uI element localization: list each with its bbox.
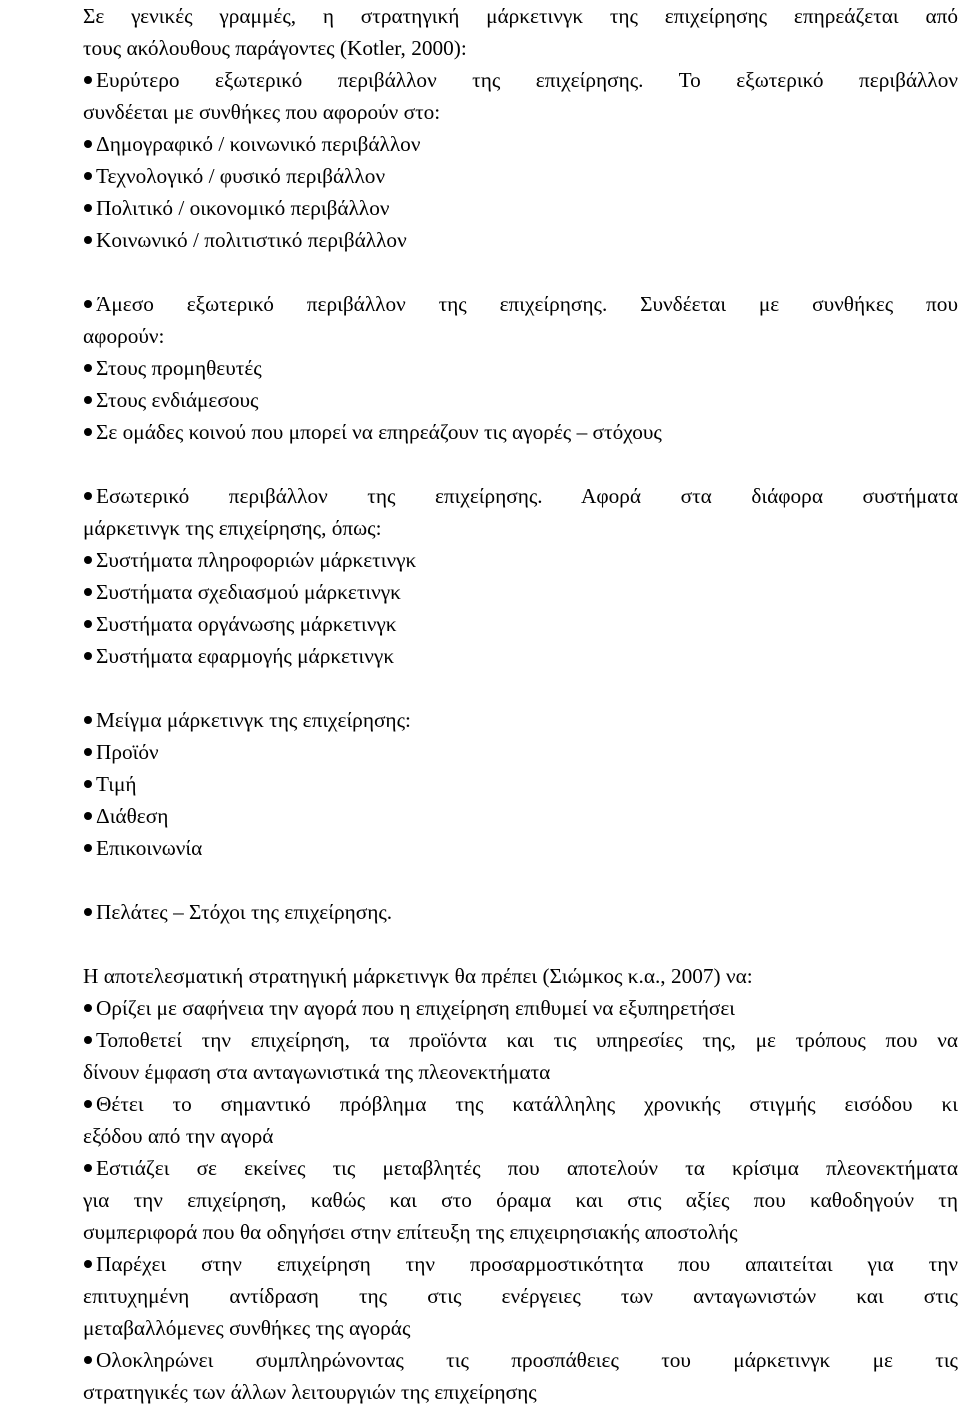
bullet-icon (84, 1100, 92, 1108)
intro-line-1: Σε γενικές γραμμές, η στρατηγική μάρκετινγκ της επιχείρησης επηρεάζεται από (83, 4, 958, 28)
bullet-icon (84, 556, 92, 564)
bullet-icon (84, 844, 92, 852)
bullet-icon (84, 716, 92, 724)
list-item-text: Συστήματα οργάνωσης μάρκετινγκ (96, 612, 397, 636)
list-item (83, 768, 958, 800)
bullet-icon (84, 812, 92, 820)
bullet-icon (84, 1164, 92, 1172)
list-item-text: Ολοκληρώνει συμπληρώνοντας τις προσπάθειες του μάρκετινγκ με τις (96, 1348, 958, 1372)
customers-heading-text: Πελάτες – Στόχοι της επιχείρησης. (96, 900, 393, 924)
spacer (83, 864, 958, 896)
bullet-icon (84, 76, 92, 84)
list-item (83, 736, 958, 768)
list-item (83, 576, 958, 608)
list-item (83, 416, 958, 448)
list-item (83, 1248, 958, 1280)
list-item (83, 192, 958, 224)
spacer (83, 256, 958, 288)
direct-heading-line-2: αφορούν: (83, 324, 165, 348)
bullet-icon (84, 652, 92, 660)
spacer (83, 928, 958, 960)
mix-heading-text: Μείγμα μάρκετινγκ της επιχείρησης: (96, 708, 411, 732)
list-item-text: Πολιτικό / οικονομικό περιβάλλον (96, 196, 390, 220)
list-item-text: Παρέχει στην επιχείρηση την προσαρμοστικότητα που απαιτείται για την (96, 1252, 958, 1276)
list-item (83, 128, 958, 160)
list-item (83, 224, 958, 256)
spacer (83, 448, 958, 480)
bullet-icon (84, 140, 92, 148)
list-item-continuation: στρατηγικές των άλλων λειτουργιών της επιχείρησης (83, 1380, 537, 1404)
bullet-icon (84, 748, 92, 756)
list-item-text: Συστήματα σχεδιασμού μάρκετινγκ (96, 580, 401, 604)
list-item-text: Προϊόν (96, 740, 159, 764)
list-item-text: Διάθεση (96, 804, 169, 828)
bullet-icon (84, 172, 92, 180)
direct-heading-line-1 (83, 288, 958, 320)
list-item-text: Συστήματα εφαρμογής μάρκετινγκ (96, 644, 395, 668)
list-item-text: Εστιάζει σε εκείνες τις μεταβλητές που αποτελούν τα κρίσιμα πλεονεκτήματα (96, 1156, 958, 1180)
external-heading-line-2: συνδέεται με συνθήκες που αφορούν στο: (83, 100, 441, 124)
list-item (83, 352, 958, 384)
bullet-icon (84, 1036, 92, 1044)
list-item-text: Στους προμηθευτές (96, 356, 262, 380)
list-item-continuation: δίνουν έμφαση στα ανταγωνιστικά της πλεονεκτήματα (83, 1060, 551, 1084)
list-item (83, 160, 958, 192)
list-item-text: Θέτει το σημαντικό πρόβλημα της κατάλληλης χρονικής στιγμής εισόδου κι (96, 1092, 958, 1116)
list-item (83, 1344, 958, 1376)
bullet-icon (84, 236, 92, 244)
list-item-continuation: συμπεριφορά που θα οδηγήσει στην επίτευξη της επιχειρησιακής αποστολής (83, 1220, 738, 1244)
list-item-text: Σε ομάδες κοινού που μπορεί να επηρεάζουν τις αγορές – στόχους (96, 420, 662, 444)
list-item (83, 1152, 958, 1184)
intro-line-2: τους ακόλουθους παράγοντες (Kotler, 2000): (83, 36, 467, 60)
bullet-icon (84, 204, 92, 212)
list-item (83, 384, 958, 416)
list-item-continuation: εξόδου από την αγορά (83, 1124, 274, 1148)
internal-heading-text: Εσωτερικό περιβάλλον της επιχείρησης. Αφορά στα διάφορα συστήματα (96, 484, 958, 508)
mix-heading (83, 704, 958, 736)
list-item-text: Τοποθετεί την επιχείρηση, τα προϊόντα και τις υπηρεσίες της, με τρόπους που να (96, 1028, 958, 1052)
bullet-icon (84, 492, 92, 500)
external-heading-text: Ευρύτερο εξωτερικό περιβάλλον της επιχείρησης. Το εξωτερικό περιβάλλον (96, 68, 958, 92)
bullet-icon (84, 300, 92, 308)
list-item-text: Συστήματα πληροφοριών μάρκετινγκ (96, 548, 417, 572)
bullet-icon (84, 428, 92, 436)
bullet-icon (84, 908, 92, 916)
list-item (83, 544, 958, 576)
bullet-icon (84, 364, 92, 372)
list-item (83, 832, 958, 864)
direct-heading-text: Άμεσο εξωτερικό περιβάλλον της επιχείρησης. Συνδέεται με συνθήκες που (96, 292, 958, 316)
effective-intro: Η αποτελεσματική στρατηγική μάρκετινγκ θα πρέπει (Σιώμκος κ.α., 2007) να: (83, 964, 753, 988)
bullet-icon (84, 780, 92, 788)
list-item-text: Ορίζει με σαφήνεια την αγορά που η επιχείρηση επιθυμεί να εξυπηρετήσει (96, 996, 736, 1020)
list-item-text: Δημογραφικό / κοινωνικό περιβάλλον (96, 132, 421, 156)
list-item-continuation: επιτυχημένη αντίδραση της στις ενέργειες των ανταγωνιστών και στις (83, 1284, 958, 1308)
list-item (83, 800, 958, 832)
list-item-text: Τεχνολογικό / φυσικό περιβάλλον (96, 164, 386, 188)
bullet-icon (84, 620, 92, 628)
list-item-continuation: για την επιχείρηση, καθώς και στο όραμα και στις αξίες που καθοδηγούν τη (83, 1188, 958, 1212)
list-item-continuation: μεταβαλλόμενες συνθήκες της αγοράς (83, 1316, 411, 1340)
bullet-icon (84, 588, 92, 596)
bullet-icon (84, 1356, 92, 1364)
internal-heading-line-2: μάρκετινγκ της επιχείρησης, όπως: (83, 516, 382, 540)
internal-heading-line-1 (83, 480, 958, 512)
list-item-text: Επικοινωνία (96, 836, 203, 860)
list-item-text: Στους ενδιάμεσους (96, 388, 259, 412)
list-item (83, 1024, 958, 1056)
list-item-text: Τιμή (96, 772, 137, 796)
bullet-icon (84, 396, 92, 404)
list-item (83, 608, 958, 640)
list-item (83, 992, 958, 1024)
bullet-icon (84, 1004, 92, 1012)
spacer (83, 672, 958, 704)
customers-heading (83, 896, 958, 928)
document-body (83, 0, 958, 1408)
list-item-text: Κοινωνικό / πολιτιστικό περιβάλλον (96, 228, 407, 252)
external-heading-line-1 (83, 64, 958, 96)
bullet-icon (84, 1260, 92, 1268)
list-item (83, 640, 958, 672)
list-item (83, 1088, 958, 1120)
